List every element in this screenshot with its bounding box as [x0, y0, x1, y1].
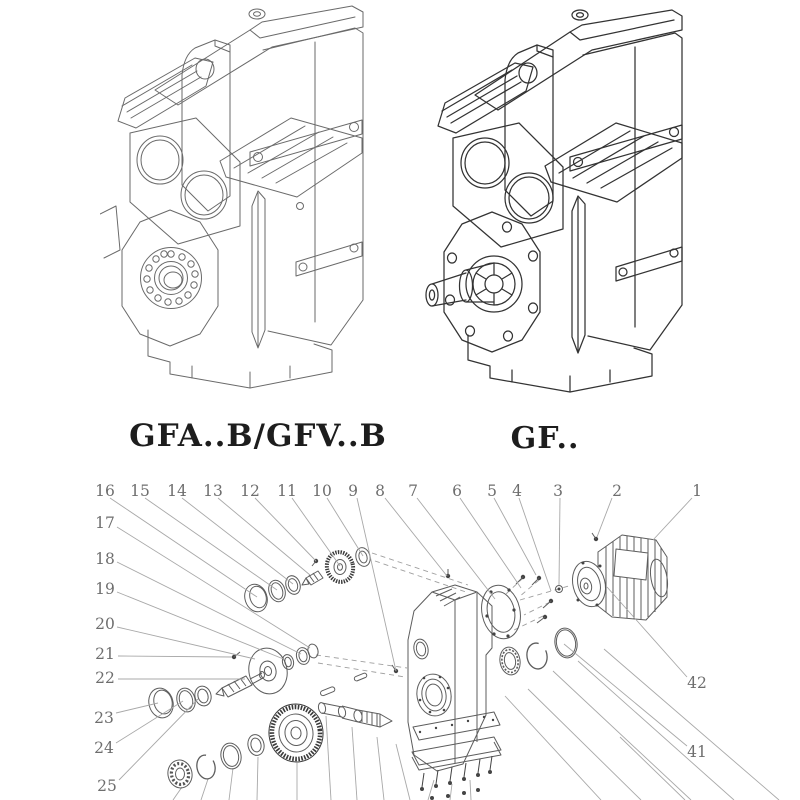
- callout-leader-3: [559, 498, 560, 585]
- callout-leader-18: [117, 562, 301, 654]
- adapter-flange-and-fasteners: [477, 575, 580, 677]
- gearbox-drawing-gf: [410, 0, 720, 405]
- callout-number-4: 4: [512, 482, 522, 500]
- callout-leader-12: [255, 498, 316, 561]
- callout-leader-6: [460, 498, 521, 588]
- callout-number-11: 11: [277, 482, 297, 500]
- callout-leader-21: [118, 656, 232, 657]
- housing-gasket: [413, 712, 500, 740]
- callout-leader-9: [357, 498, 396, 671]
- callout-number-19: 19: [95, 580, 115, 598]
- callout-number-13: 13: [203, 482, 223, 500]
- callout-number-42: 42: [687, 674, 707, 692]
- callout-number-12: 12: [240, 482, 260, 500]
- callout-number-18: 18: [95, 550, 115, 568]
- gearbox-drawing-gfab: [100, 0, 400, 405]
- callout-number-8: 8: [375, 482, 385, 500]
- callout-number-24: 24: [94, 739, 114, 757]
- model-label-gfab: GFA..B/GFV..B: [129, 418, 387, 454]
- callout-number-10: 10: [312, 482, 332, 500]
- callout-number-15: 15: [130, 482, 150, 500]
- input-shaft-assembly: [241, 546, 372, 615]
- callout-number-17: 17: [95, 514, 115, 532]
- callout-number-23: 23: [94, 709, 114, 727]
- housing-bottom-cover: [412, 737, 501, 770]
- callout-leader-42: [607, 587, 687, 677]
- callout-leader-14: [182, 498, 293, 584]
- callout-number-20: 20: [95, 615, 115, 633]
- callout-group: [94, 482, 707, 795]
- callout-leader-10: [327, 498, 363, 556]
- gear-housing: [392, 569, 492, 771]
- callout-leader-7: [417, 498, 495, 599]
- callout-number-14: 14: [167, 482, 187, 500]
- electric-motor: [568, 533, 670, 620]
- callout-number-1: 1: [692, 482, 702, 500]
- callout-leader-15: [145, 498, 277, 590]
- callout-number-5: 5: [487, 482, 497, 500]
- callout-leader-5: [494, 498, 536, 575]
- callout-leader-2: [597, 498, 612, 537]
- callout-number-25: 25: [97, 777, 117, 795]
- callout-number-7: 7: [408, 482, 418, 500]
- callout-leader-19: [117, 592, 286, 660]
- callout-number-41: 41: [687, 743, 707, 761]
- callout-number-3: 3: [553, 482, 563, 500]
- callout-number-9: 9: [348, 482, 358, 500]
- callout-leader-1: [653, 498, 692, 540]
- callout-leader-20: [117, 627, 255, 659]
- callout-leader-16: [110, 498, 257, 597]
- callout-number-16: 16: [95, 482, 115, 500]
- callout-leader-41: [564, 644, 687, 746]
- callout-number-21: 21: [95, 645, 115, 663]
- callout-number-2: 2: [612, 482, 622, 500]
- model-label-gf: GF..: [510, 421, 580, 456]
- callout-leader-11: [292, 498, 340, 566]
- callout-leader-8: [385, 498, 447, 576]
- exploded-parts-diagram: [0, 470, 800, 800]
- callout-number-6: 6: [452, 482, 462, 500]
- callout-number-22: 22: [95, 669, 115, 687]
